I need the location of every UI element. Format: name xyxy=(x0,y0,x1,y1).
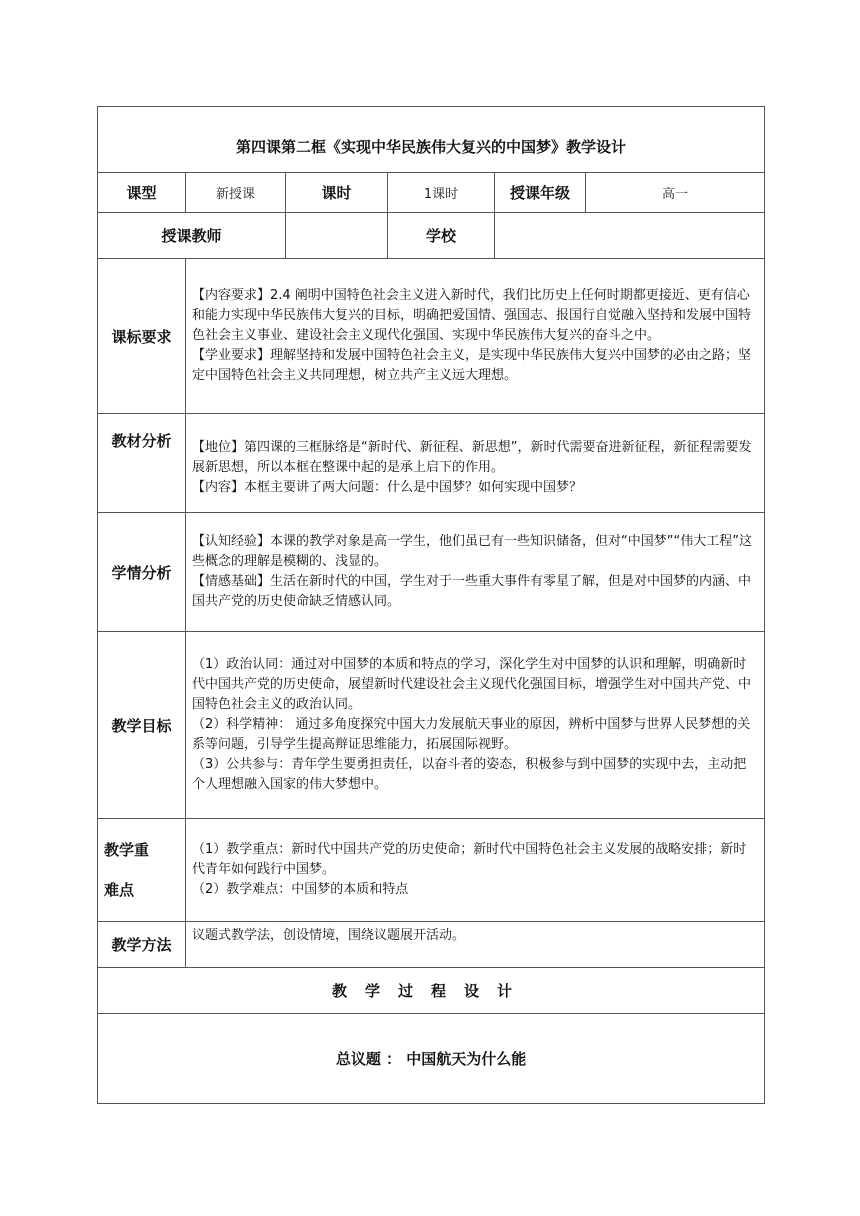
students-label: 学情分析 xyxy=(98,513,186,632)
document-title: 第四课第二框《实现中华民族伟大复兴的中国梦》教学设计 xyxy=(98,107,765,173)
textbook-content xyxy=(186,414,765,513)
textbook-content-summary: 【内容】本框主要讲了两大问题：什么是中国梦？如何实现中国梦？ xyxy=(192,480,583,495)
grade-value: 高一 xyxy=(586,173,765,213)
textbook-label: 教材分析 xyxy=(98,414,186,513)
lesson-plan-table xyxy=(97,106,765,1104)
textbook-position: 【地位】第四课的三框脉络是“新时代、新征程、新思想”，新时代需要奋进新征程，新征程需要发展新思想，所以本框在整课中起的是承上启下的作用。 xyxy=(192,440,752,475)
goals-label: 教学目标 xyxy=(98,632,186,819)
key-points-focus: （1）教学重点：新时代中国共产党的历史使命；新时代中国特色社会主义发展的战略安排；新时代青年如何践行中国梦。 xyxy=(192,842,747,877)
curriculum-label: 课标要求 xyxy=(98,259,186,414)
key-points-label xyxy=(98,819,186,922)
methods-content: 议题式教学法，创设情境，围绕议题展开活动。 xyxy=(186,922,765,968)
students-cognitive-experience: 【认知经验】本课的教学对象是高一学生，他们虽已有一些知识储备，但对“中国梦”“伟大工程”这些概念的理解是模糊的、浅显的。 xyxy=(192,534,752,569)
teacher-value xyxy=(286,213,388,259)
curriculum-content-requirement: 【内容要求】2.4 阐明中国特色社会主义进入新时代，我们比历史上任何时期都更接近、更有信心和能力实现中华民族伟大复兴的目标，明确把爱国情、强国志、报国行自觉融入坚持和发展中国特色社会主义事业、建设社会主义现代化强国、实现中华民族伟大复兴的奋斗之中。 xyxy=(192,288,752,343)
teacher-label: 授课教师 xyxy=(98,213,286,259)
goals-content xyxy=(186,632,765,819)
main-topic: 总议题 ： 中国航天为什么能 xyxy=(98,1014,765,1104)
key-points-label-line1: 教学重 xyxy=(104,841,150,859)
school-value xyxy=(495,213,765,259)
process-heading: 教学过程设计 xyxy=(98,968,765,1014)
lesson-type-label: 课型 xyxy=(98,173,186,213)
grade-label: 授课年级 xyxy=(495,173,586,213)
goal-scientific-spirit: （2）科学精神： 通过多角度探究中国大力发展航天事业的原因，辨析中国梦与世界人民梦想的关系等问题，引导学生提高辩证思维能力，拓展国际视野。 xyxy=(192,717,751,752)
goal-public-participation: （3）公共参与：青年学生要勇担责任，以奋斗者的姿态，积极参与到中国梦的实现中去，主动把个人理想融入国家的伟大梦想中。 xyxy=(192,757,747,792)
goal-political-identity: （1）政治认同：通过对中国梦的本质和特点的学习，深化学生对中国梦的认识和理解，明确新时代中国共产党的历史使命，展望新时代建设社会主义现代化强国目标，增强学生对中国共产党、中国特色社会主义的政治认同。 xyxy=(192,657,752,712)
curriculum-academic-requirement: 【学业要求】理解坚持和发展中国特色社会主义，是实现中华民族伟大复兴中国梦的必由之路；坚定中国特色社会主义共同理想，树立共产主义远大理想。 xyxy=(192,348,752,383)
students-content xyxy=(186,513,765,632)
methods-label: 教学方法 xyxy=(98,922,186,968)
key-points-difficulty: （2）教学难点：中国梦的本质和特点 xyxy=(192,882,409,897)
lesson-hours-label: 课时 xyxy=(286,173,388,213)
key-points-label-line2: 难点 xyxy=(104,881,135,899)
lesson-type-value: 新授课 xyxy=(186,173,286,213)
key-points-content xyxy=(186,819,765,922)
curriculum-content xyxy=(186,259,765,414)
school-label: 学校 xyxy=(388,213,495,259)
students-emotional-basis: 【情感基础】生活在新时代的中国，学生对于一些重大事件有零星了解，但是对中国梦的内涵、中国共产党的历史使命缺乏情感认同。 xyxy=(192,574,752,609)
lesson-hours-value: 1课时 xyxy=(388,173,495,213)
